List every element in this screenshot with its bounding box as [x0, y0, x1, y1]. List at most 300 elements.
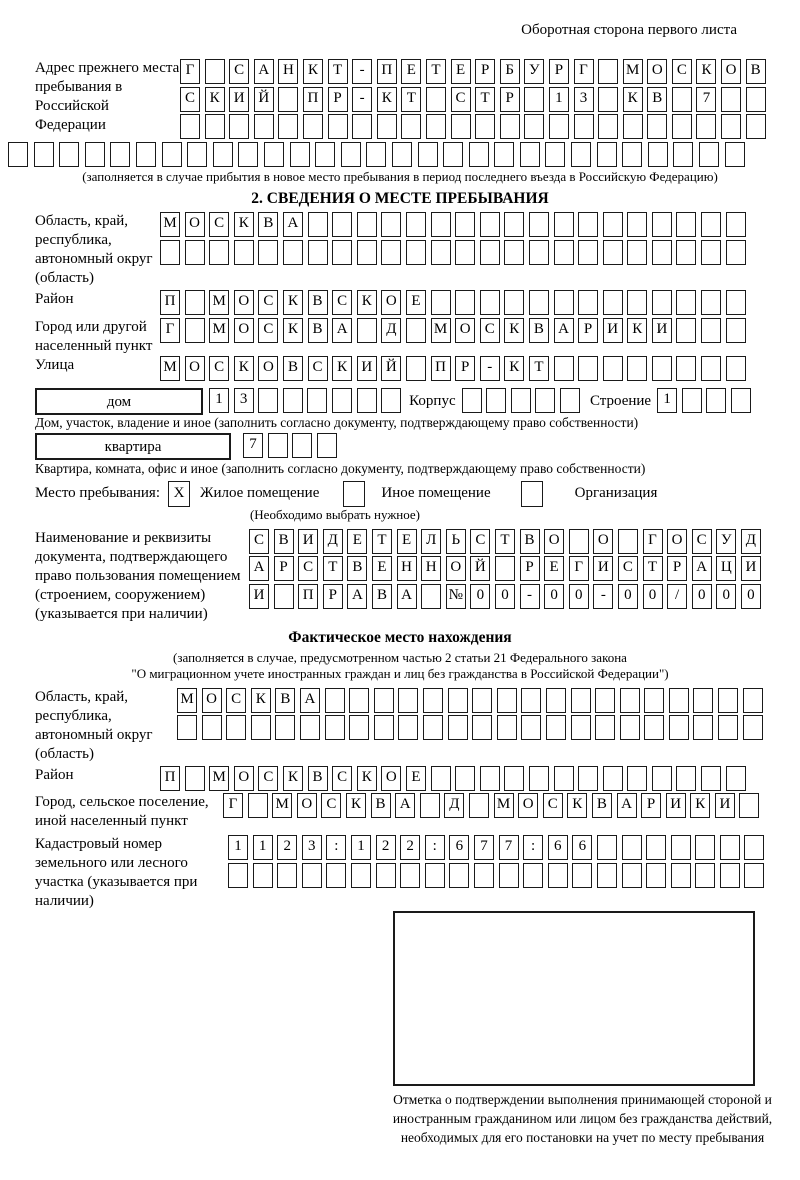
- region-grid: [160, 212, 746, 267]
- char-cell: [258, 240, 278, 265]
- char-cell: [308, 240, 328, 265]
- char-cell: [162, 142, 182, 167]
- char-cell: [520, 142, 540, 167]
- char-cell: О: [297, 793, 317, 818]
- char-cell: [205, 59, 225, 84]
- char-cell: [325, 715, 345, 740]
- char-cell: В: [308, 290, 328, 315]
- char-cell: [521, 688, 541, 713]
- char-cell: Е: [544, 556, 564, 581]
- char-cell: [448, 715, 468, 740]
- document-field: [35, 529, 765, 624]
- char-cell: :: [523, 835, 543, 860]
- char-cell: В: [275, 688, 295, 713]
- prev-address-row-3: [180, 114, 766, 139]
- char-cell: [554, 212, 574, 237]
- char-cell: О: [455, 318, 475, 343]
- char-cell: [693, 715, 713, 740]
- char-cell: [695, 863, 715, 888]
- char-cell: [529, 212, 549, 237]
- char-cell: [574, 114, 594, 139]
- char-cell: -: [520, 584, 540, 609]
- char-cell: [187, 142, 207, 167]
- char-cell: 3: [574, 87, 594, 112]
- char-cell: К: [234, 356, 254, 381]
- char-cell: А: [347, 584, 367, 609]
- stay-type-row: [35, 481, 765, 507]
- char-cell: П: [298, 584, 318, 609]
- char-cell: К: [567, 793, 587, 818]
- char-cell: [546, 715, 566, 740]
- char-cell: В: [308, 766, 328, 791]
- char-cell: [701, 766, 721, 791]
- prev-address-grid: [180, 59, 766, 142]
- char-cell: М: [209, 290, 229, 315]
- residential-option-label: Жилое помещение: [200, 485, 320, 502]
- char-cell: [449, 863, 469, 888]
- char-cell: С: [451, 87, 471, 112]
- char-cell: И: [715, 793, 735, 818]
- char-cell: [701, 356, 721, 381]
- char-cell: [652, 212, 672, 237]
- char-cell: Р: [578, 318, 598, 343]
- char-cell: [673, 142, 693, 167]
- char-cell: [554, 290, 574, 315]
- city-row: [160, 318, 746, 343]
- char-cell: [695, 835, 715, 860]
- char-cell: И: [652, 318, 672, 343]
- char-cell: [701, 212, 721, 237]
- char-cell: [480, 212, 500, 237]
- char-cell: [598, 114, 618, 139]
- char-cell: [374, 688, 394, 713]
- char-cell: [603, 766, 623, 791]
- char-cell: Е: [372, 556, 392, 581]
- char-cell: К: [205, 87, 225, 112]
- char-cell: [185, 766, 205, 791]
- char-cell: 0: [643, 584, 663, 609]
- char-cell: О: [185, 212, 205, 237]
- char-cell: [213, 142, 233, 167]
- char-cell: [718, 688, 738, 713]
- char-cell: [443, 142, 463, 167]
- char-cell: [472, 715, 492, 740]
- char-cell: [504, 240, 524, 265]
- char-cell: Е: [397, 529, 417, 554]
- house-label-box: дом: [35, 388, 203, 415]
- char-cell: [431, 212, 451, 237]
- char-cell: [676, 318, 696, 343]
- prev-address-label: Адрес прежнего места пребывания в Российской Федерации: [35, 60, 180, 133]
- char-cell: [455, 290, 475, 315]
- char-cell: [546, 688, 566, 713]
- char-cell: [569, 529, 589, 554]
- char-cell: [325, 688, 345, 713]
- char-cell: [578, 766, 598, 791]
- char-cell: В: [592, 793, 612, 818]
- char-cell: К: [623, 87, 643, 112]
- char-cell: [646, 863, 666, 888]
- char-cell: О: [234, 318, 254, 343]
- actual-region-row-1: [177, 688, 763, 713]
- char-cell: К: [332, 356, 352, 381]
- char-cell: Г: [180, 59, 200, 84]
- char-cell: [401, 114, 421, 139]
- char-cell: [341, 142, 361, 167]
- char-cell: [744, 863, 764, 888]
- char-cell: [603, 356, 623, 381]
- char-cell: [426, 87, 446, 112]
- char-cell: [603, 240, 623, 265]
- char-cell: [669, 688, 689, 713]
- apartment-note: Квартира, комната, офис и иное (заполнить согласно документу, подтверждающему право собственности): [35, 460, 646, 476]
- char-cell: [248, 793, 268, 818]
- char-cell: Л: [421, 529, 441, 554]
- char-cell: [706, 388, 726, 413]
- char-cell: [597, 863, 617, 888]
- char-cell: [554, 240, 574, 265]
- char-cell: [620, 688, 640, 713]
- char-cell: М: [209, 766, 229, 791]
- actual-district-row: [160, 766, 746, 791]
- char-cell: [480, 240, 500, 265]
- region-row-2: [160, 240, 746, 265]
- char-cell: [238, 142, 258, 167]
- char-cell: О: [258, 356, 278, 381]
- char-cell: 1: [351, 835, 371, 860]
- prev-address-overflow-row: [8, 142, 765, 167]
- actual-region-label: Область, край, республика, автономный округ (область): [35, 688, 153, 762]
- char-cell: И: [249, 584, 269, 609]
- char-cell: [317, 433, 337, 458]
- char-cell: [406, 318, 426, 343]
- char-cell: [234, 240, 254, 265]
- char-cell: [726, 766, 746, 791]
- char-cell: [455, 212, 475, 237]
- char-cell: [731, 388, 751, 413]
- cadastral-field: [35, 835, 765, 911]
- char-cell: [425, 863, 445, 888]
- char-cell: [545, 142, 565, 167]
- char-cell: [578, 212, 598, 237]
- district-row: [160, 290, 746, 315]
- char-cell: [202, 715, 222, 740]
- char-cell: А: [617, 793, 637, 818]
- char-cell: О: [667, 529, 687, 554]
- char-cell: [406, 356, 426, 381]
- char-cell: [669, 715, 689, 740]
- house-row: [35, 388, 765, 416]
- char-cell: И: [229, 87, 249, 112]
- char-cell: 0: [716, 584, 736, 609]
- char-cell: Б: [500, 59, 520, 84]
- char-cell: [400, 863, 420, 888]
- char-cell: 0: [544, 584, 564, 609]
- char-cell: [529, 766, 549, 791]
- char-cell: [572, 863, 592, 888]
- char-cell: [469, 793, 489, 818]
- char-cell: [455, 766, 475, 791]
- char-cell: С: [209, 356, 229, 381]
- char-cell: С: [209, 212, 229, 237]
- confirmation-caption: Отметка о подтверждении выполнения принимающей стороной и иностранным гражданином или лицом без гражданства действий, необходимых для его постановки на учет по месту пребывания: [392, 1092, 773, 1146]
- char-cell: [644, 715, 664, 740]
- char-cell: [332, 388, 352, 413]
- street-field: [35, 356, 765, 384]
- document-row-3: [249, 584, 761, 609]
- char-cell: 2: [400, 835, 420, 860]
- char-cell: [647, 114, 667, 139]
- char-cell: П: [431, 356, 451, 381]
- char-cell: [8, 142, 28, 167]
- char-cell: И: [357, 356, 377, 381]
- char-cell: :: [326, 835, 346, 860]
- char-cell: [229, 114, 249, 139]
- char-cell: [292, 433, 312, 458]
- char-cell: [495, 556, 515, 581]
- char-cell: К: [303, 59, 323, 84]
- char-cell: [392, 142, 412, 167]
- char-cell: С: [180, 87, 200, 112]
- char-cell: -: [593, 584, 613, 609]
- char-cell: [357, 240, 377, 265]
- char-cell: [560, 388, 580, 413]
- char-cell: [578, 356, 598, 381]
- section2-title: 2. СВЕДЕНИЯ О МЕСТЕ ПРЕБЫВАНИЯ: [251, 190, 549, 208]
- char-cell: [420, 793, 440, 818]
- char-cell: [549, 114, 569, 139]
- char-cell: [524, 114, 544, 139]
- char-cell: 1: [209, 388, 229, 413]
- region-field: [35, 212, 765, 288]
- char-cell: [597, 142, 617, 167]
- char-cell: [85, 142, 105, 167]
- char-cell: 0: [470, 584, 490, 609]
- actual-district-label: Район: [35, 766, 74, 783]
- char-cell: А: [300, 688, 320, 713]
- char-cell: С: [480, 318, 500, 343]
- char-cell: №: [446, 584, 466, 609]
- char-cell: :: [425, 835, 445, 860]
- char-cell: К: [346, 793, 366, 818]
- char-cell: К: [234, 212, 254, 237]
- char-cell: [480, 290, 500, 315]
- char-cell: [671, 835, 691, 860]
- char-cell: [494, 142, 514, 167]
- char-cell: [620, 715, 640, 740]
- char-cell: [209, 240, 229, 265]
- korpus-cells: [462, 388, 580, 413]
- char-cell: И: [666, 793, 686, 818]
- document-grid: [249, 529, 761, 612]
- char-cell: А: [395, 793, 415, 818]
- char-cell: [652, 766, 672, 791]
- char-cell: [701, 318, 721, 343]
- char-cell: 6: [572, 835, 592, 860]
- char-cell: Р: [328, 87, 348, 112]
- char-cell: [497, 715, 517, 740]
- city-field: [35, 318, 765, 356]
- char-cell: [521, 715, 541, 740]
- char-cell: [701, 240, 721, 265]
- char-cell: К: [377, 87, 397, 112]
- char-cell: [349, 688, 369, 713]
- char-cell: [268, 433, 288, 458]
- char-cell: В: [283, 356, 303, 381]
- char-cell: В: [647, 87, 667, 112]
- char-cell: Д: [323, 529, 343, 554]
- char-cell: [746, 114, 766, 139]
- char-cell: М: [272, 793, 292, 818]
- char-cell: В: [520, 529, 540, 554]
- char-cell: С: [249, 529, 269, 554]
- prev-address-field: [35, 59, 765, 142]
- char-cell: [535, 388, 555, 413]
- char-cell: С: [618, 556, 638, 581]
- char-cell: [475, 114, 495, 139]
- char-cell: [377, 114, 397, 139]
- char-cell: Е: [406, 290, 426, 315]
- char-cell: [486, 388, 506, 413]
- char-cell: [571, 715, 591, 740]
- char-cell: В: [372, 584, 392, 609]
- char-cell: Р: [500, 87, 520, 112]
- char-cell: [721, 114, 741, 139]
- char-cell: [726, 290, 746, 315]
- char-cell: С: [258, 318, 278, 343]
- char-cell: -: [352, 59, 372, 84]
- char-cell: [682, 388, 702, 413]
- stay-type-label: Место пребывания:: [35, 485, 160, 502]
- char-cell: [423, 688, 443, 713]
- char-cell: 0: [569, 584, 589, 609]
- char-cell: [720, 835, 740, 860]
- char-cell: 3: [234, 388, 254, 413]
- char-cell: [696, 114, 716, 139]
- char-cell: [349, 715, 369, 740]
- char-cell: [595, 688, 615, 713]
- char-cell: Н: [278, 59, 298, 84]
- stroenie-label: Строение: [589, 392, 652, 409]
- char-cell: [431, 290, 451, 315]
- char-cell: 0: [495, 584, 515, 609]
- char-cell: О: [234, 766, 254, 791]
- char-cell: М: [160, 356, 180, 381]
- char-cell: В: [371, 793, 391, 818]
- apartment-row: [35, 433, 765, 461]
- char-cell: [627, 766, 647, 791]
- char-cell: 1: [253, 835, 273, 860]
- char-cell: [598, 87, 618, 112]
- char-cell: Т: [372, 529, 392, 554]
- char-cell: [511, 388, 531, 413]
- char-cell: [357, 388, 377, 413]
- char-cell: [34, 142, 54, 167]
- char-cell: В: [274, 529, 294, 554]
- apartment-cells: [243, 433, 337, 458]
- char-cell: Т: [529, 356, 549, 381]
- char-cell: К: [357, 290, 377, 315]
- actual-location-note-1: (заполняется в случае, предусмотренном частью 2 статьи 21 Федерального закона: [173, 649, 627, 665]
- char-cell: [598, 59, 618, 84]
- document-row-1: [249, 529, 761, 554]
- char-cell: М: [494, 793, 514, 818]
- street-label: Улица: [35, 356, 75, 373]
- char-cell: [548, 863, 568, 888]
- char-cell: [571, 142, 591, 167]
- char-cell: О: [446, 556, 466, 581]
- char-cell: [283, 240, 303, 265]
- other-premises-option-label: Иное помещение: [381, 485, 491, 502]
- char-cell: Р: [641, 793, 661, 818]
- char-cell: [274, 584, 294, 609]
- char-cell: [254, 114, 274, 139]
- char-cell: [648, 142, 668, 167]
- char-cell: [205, 114, 225, 139]
- char-cell: Р: [667, 556, 687, 581]
- actual-district-field: [35, 766, 765, 794]
- char-cell: 7: [243, 433, 263, 458]
- char-cell: 2: [277, 835, 297, 860]
- char-cell: 1: [549, 87, 569, 112]
- char-cell: [529, 240, 549, 265]
- char-cell: И: [741, 556, 761, 581]
- char-cell: [504, 766, 524, 791]
- char-cell: К: [283, 290, 303, 315]
- char-cell: [300, 715, 320, 740]
- char-cell: О: [647, 59, 667, 84]
- char-cell: К: [504, 318, 524, 343]
- char-cell: [185, 290, 205, 315]
- char-cell: [529, 290, 549, 315]
- char-cell: Р: [520, 556, 540, 581]
- char-cell: [418, 142, 438, 167]
- char-cell: С: [543, 793, 563, 818]
- char-cell: М: [160, 212, 180, 237]
- char-cell: [278, 87, 298, 112]
- actual-region-field: [35, 688, 765, 764]
- char-cell: С: [298, 556, 318, 581]
- char-cell: [603, 212, 623, 237]
- char-cell: 0: [692, 584, 712, 609]
- char-cell: [597, 835, 617, 860]
- street-row: [160, 356, 746, 381]
- char-cell: [720, 863, 740, 888]
- char-cell: [398, 688, 418, 713]
- char-cell: [739, 793, 759, 818]
- char-cell: [451, 114, 471, 139]
- char-cell: [406, 212, 426, 237]
- char-cell: 0: [741, 584, 761, 609]
- char-cell: [59, 142, 79, 167]
- organization-checkbox: [521, 481, 543, 507]
- char-cell: 3: [302, 835, 322, 860]
- char-cell: И: [298, 529, 318, 554]
- char-cell: Й: [470, 556, 490, 581]
- char-cell: [676, 212, 696, 237]
- char-cell: [744, 835, 764, 860]
- char-cell: [554, 766, 574, 791]
- char-cell: [302, 863, 322, 888]
- char-cell: [644, 688, 664, 713]
- char-cell: С: [229, 59, 249, 84]
- char-cell: П: [377, 59, 397, 84]
- char-cell: С: [332, 766, 352, 791]
- actual-city-label: Город, сельское поселение, иной населенный пункт: [35, 794, 209, 830]
- char-cell: Й: [381, 356, 401, 381]
- char-cell: [472, 688, 492, 713]
- actual-region-grid: [177, 688, 763, 743]
